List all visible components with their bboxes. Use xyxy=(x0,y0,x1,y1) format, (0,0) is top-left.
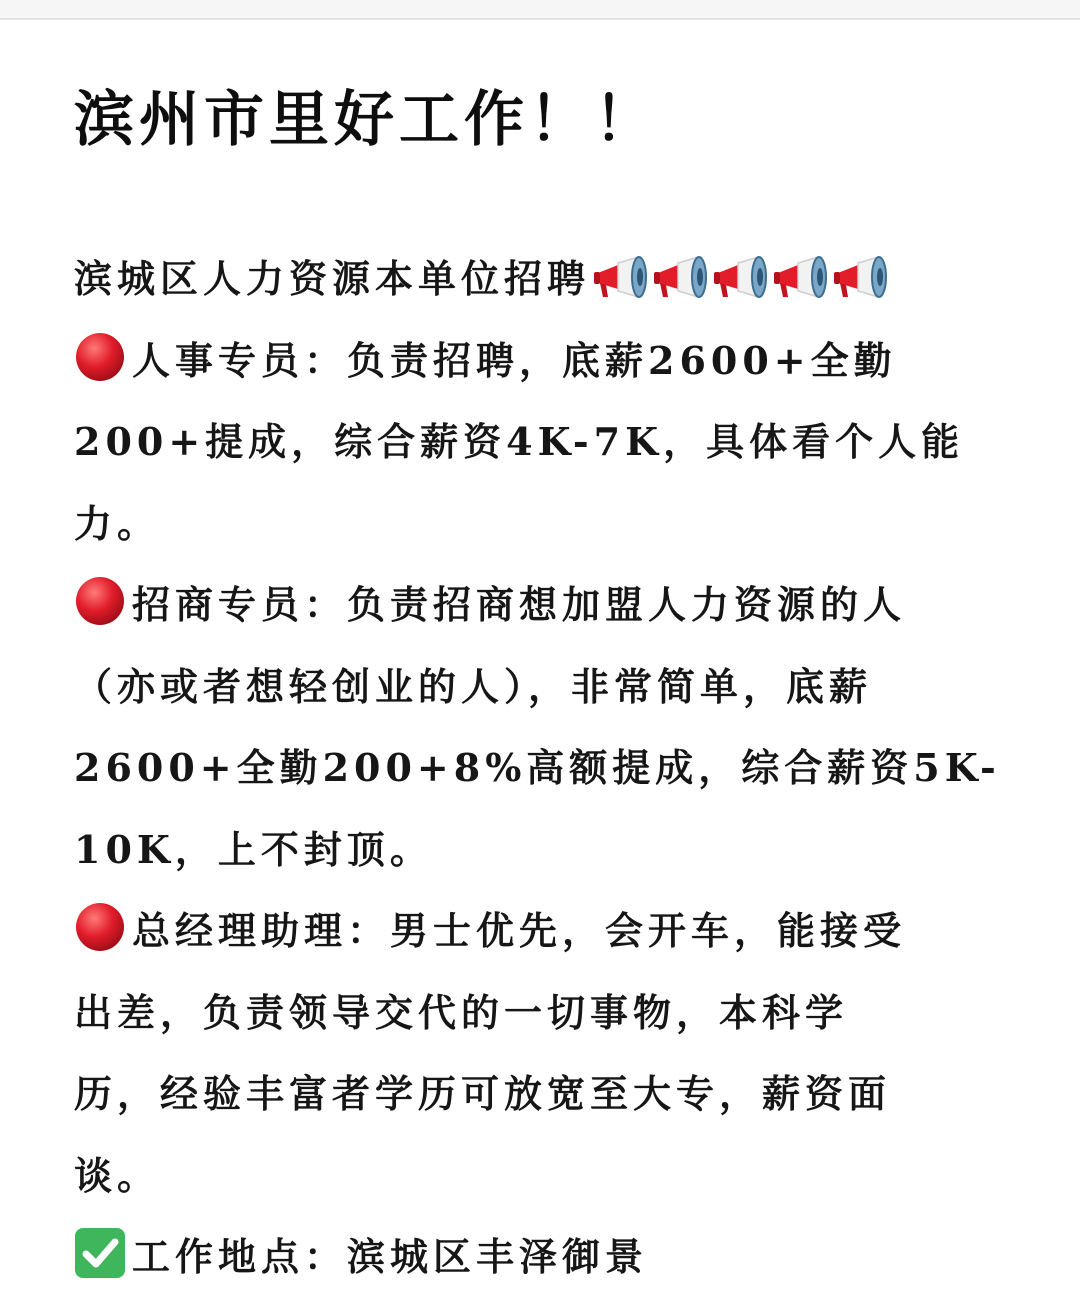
post-content xyxy=(74,74,1014,1298)
job-line: 人事专员：负责招聘，底薪2600+全勤 xyxy=(74,320,1014,402)
post-title: 滨州市里好工作！！ xyxy=(74,85,659,155)
top-divider xyxy=(0,0,1080,20)
megaphone-icon xyxy=(832,255,890,303)
post-body xyxy=(74,238,1014,1298)
check-mark-icon xyxy=(74,1227,126,1279)
megaphone-icon xyxy=(772,255,830,303)
megaphone-icon xyxy=(712,255,770,303)
job-line: 历，经验丰富者学历可放宽至大专，薪资面 xyxy=(74,1071,892,1116)
job-gm-assistant xyxy=(74,890,1014,1216)
red-circle-icon xyxy=(74,575,126,627)
work-location xyxy=(74,1216,1014,1298)
red-circle-icon xyxy=(74,901,126,953)
job-hr-specialist xyxy=(74,320,1014,565)
megaphone-icon xyxy=(592,255,650,303)
job-line: 谈。 xyxy=(74,1152,161,1198)
job-line: 10K，上不封顶。 xyxy=(74,826,433,872)
job-line: 总经理助理：男士优先，会开车，能接受 xyxy=(74,890,1014,972)
job-line: 2600+全勤200+8%高额提成，综合薪资5K- xyxy=(74,745,1001,790)
job-line: 出差，负责领导交代的一切事物，本科学 xyxy=(74,989,849,1035)
megaphone-icon xyxy=(652,255,710,303)
intro-text: 滨城区人力资源本单位招聘 xyxy=(74,256,591,301)
job-line: 力。 xyxy=(74,500,161,546)
red-circle-icon xyxy=(74,331,126,383)
intro-line xyxy=(74,238,1014,320)
megaphone-row xyxy=(592,255,892,303)
job-line: 200+提成，综合薪资4K-7K，具体看个人能 xyxy=(74,419,965,464)
job-investment-specialist xyxy=(74,564,1014,890)
job-line: （亦或者想轻创业的人），非常简单，底薪 xyxy=(74,663,873,709)
job-line: 招商专员：负责招商想加盟人力资源的人 xyxy=(74,564,1014,646)
location-text: 工作地点：滨城区丰泽御景 xyxy=(132,1234,649,1279)
